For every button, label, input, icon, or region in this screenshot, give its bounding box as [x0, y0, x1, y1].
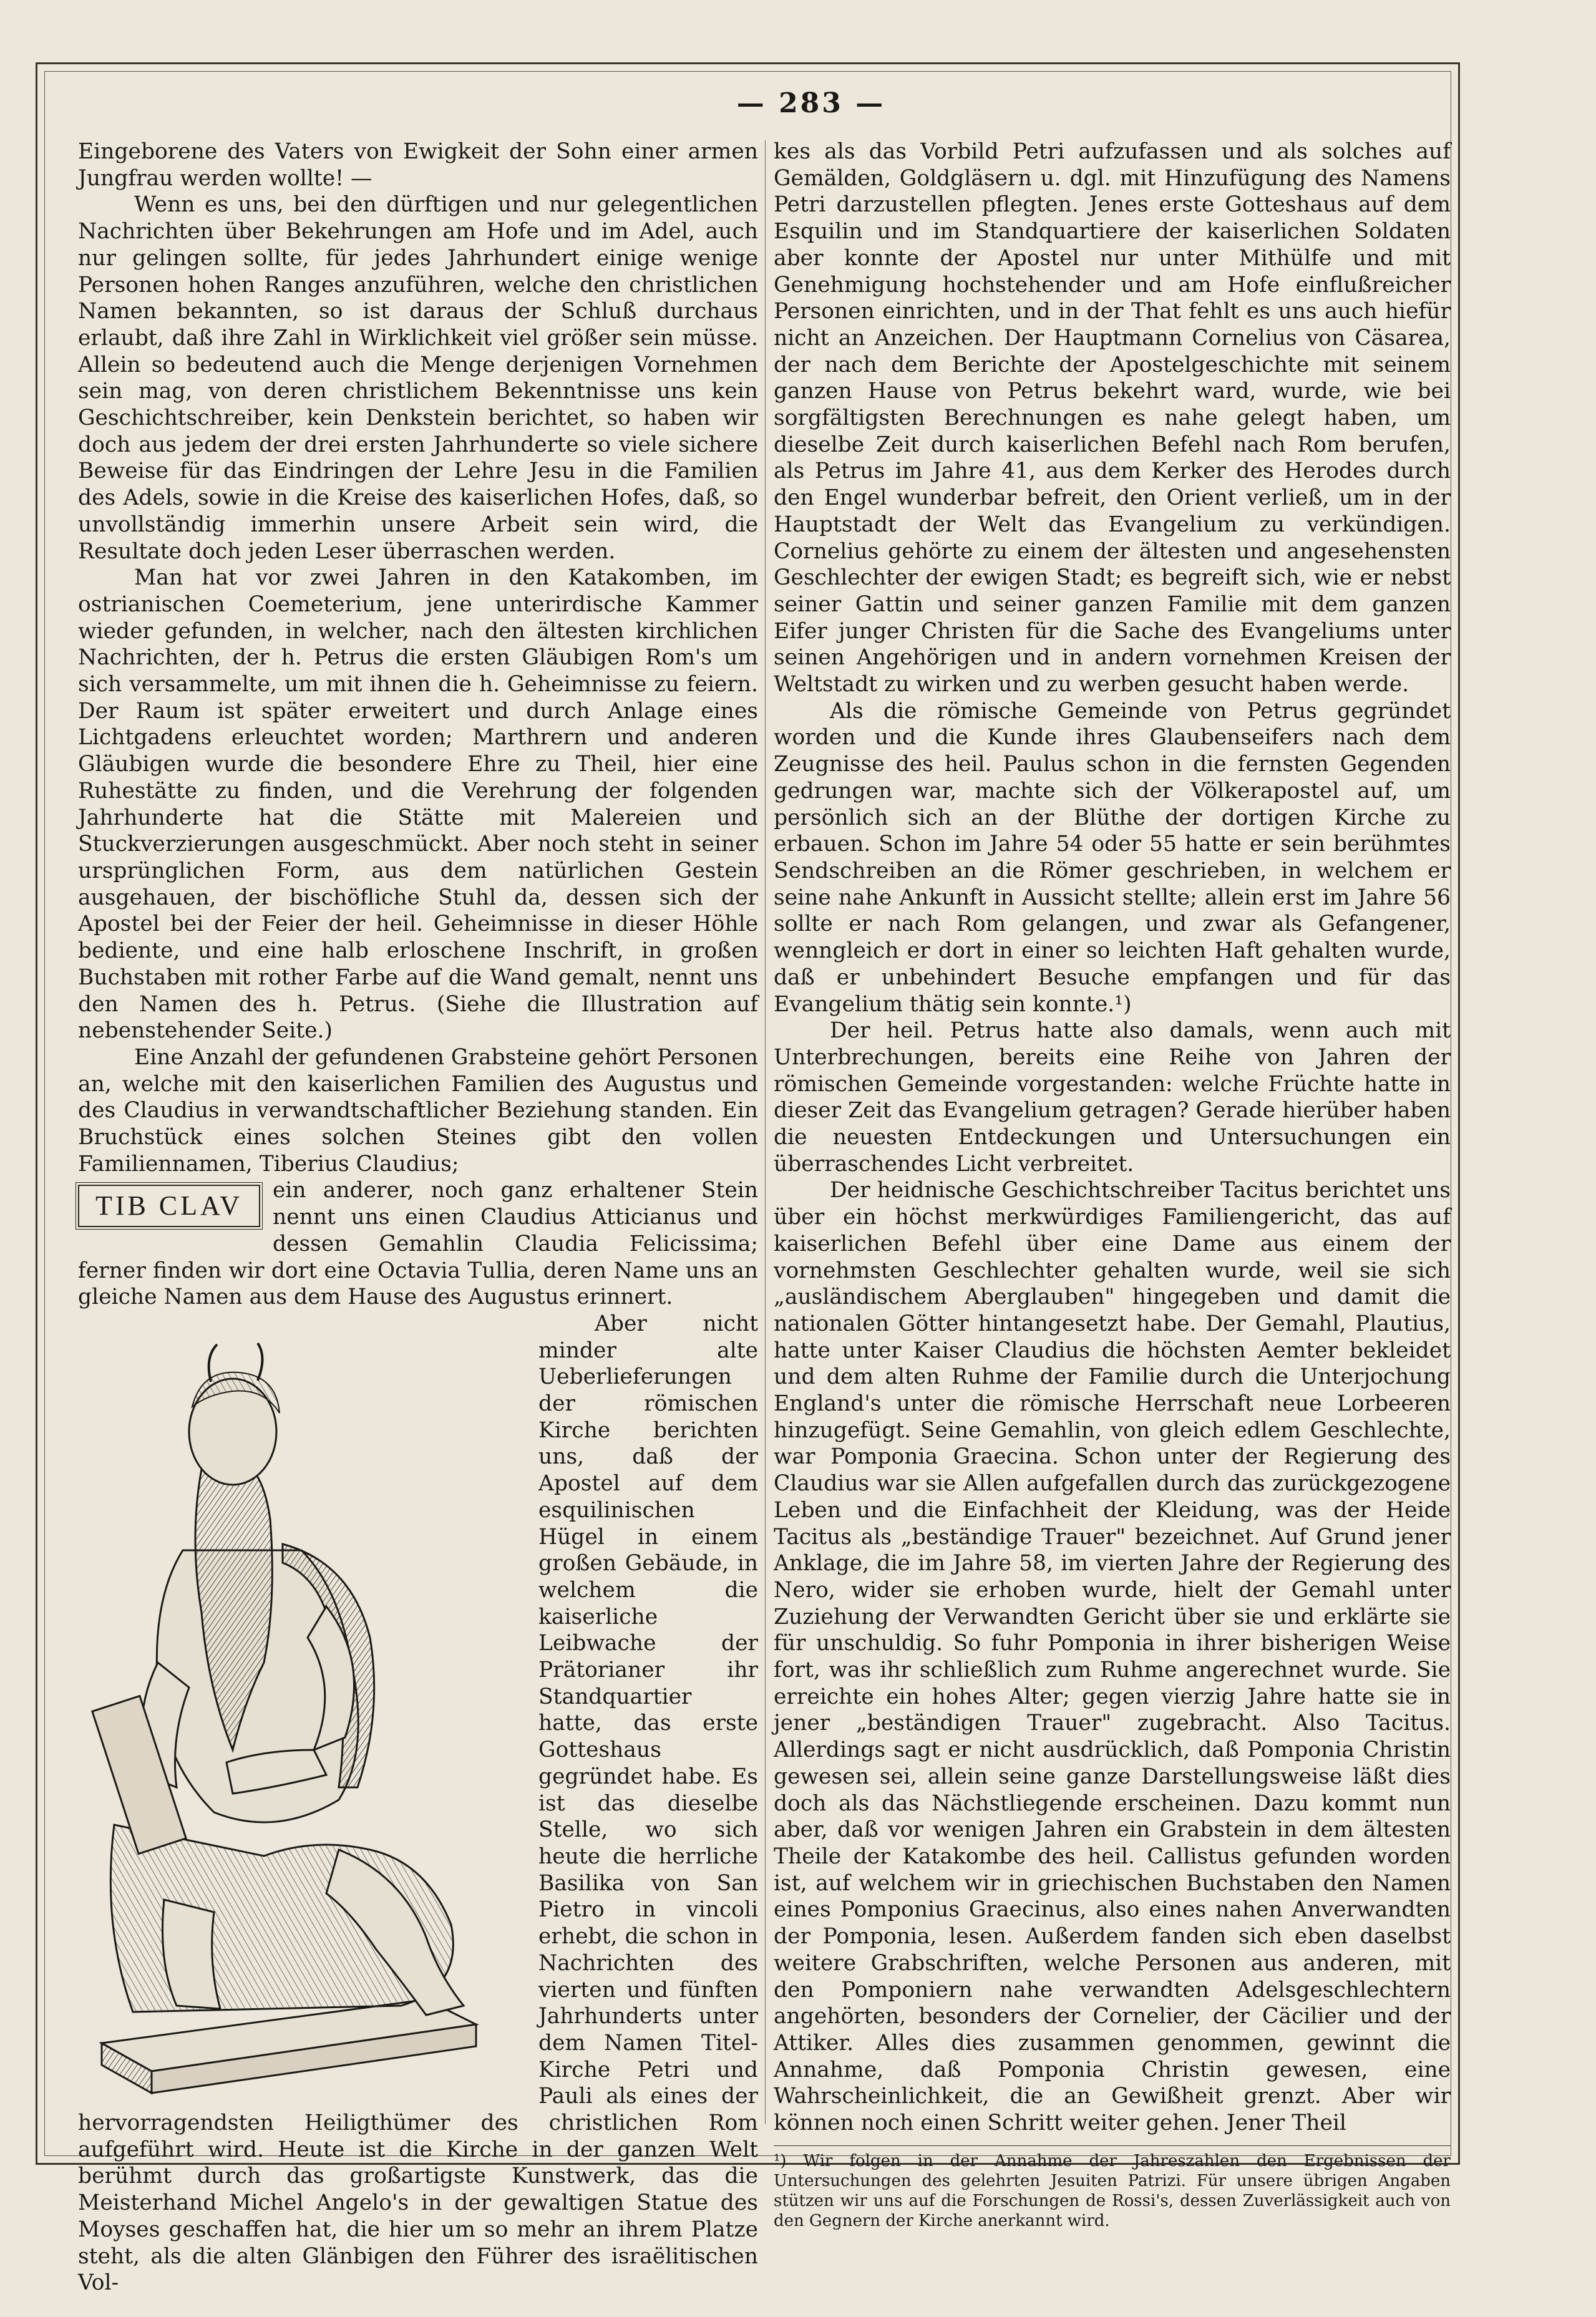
paragraph: Als die römische Gemeinde von Petrus gegründet worden und die Kunde ihres Glaubenseifers nach dem Zeugnisse des heil. Paulus schon in die fernsten Gegenden gedrungen war, machte sich der Völkerapostel auf, um persönlich sich an der Blüthe der dortigen Kirche zu erbauen. Schon im Jahre 54 oder 55 hatte er sein berühmtes Sendschreiben an die Römer geschrieben, in welchem er seine nahe Ankunft in Aussicht stellte; allein erst im Jahre 56 sollte er nach Rom gelangen, und zwar als Gefangener, wenngleich er dort in einer so leichten Haft gehalten wurde, daß er unbehindert Besuche empfangen und für das Evangelium thätig sein konnte.¹) — [774, 698, 1451, 1017]
paragraph: Eingeborene des Vaters von Ewigkeit der Sohn einer armen Jungfrau werden wollte! — — [78, 139, 758, 191]
footnote — [774, 2151, 1451, 2231]
column-divider — [765, 140, 766, 2124]
right-column — [774, 138, 1451, 2231]
paragraph: Wenn es uns, bei den dürftigen und nur gelegentlichen Nachrichten über Bekehrungen am Hofe und im Adel, auch nur gelingen sollte, für jedes Jahrhundert einige wenige Personen hohen Ranges anzuführen, welche den christlichen Namen bekannten, so ist daraus der Schluß durchaus erlaubt, daß ihre Zahl in Wirklichkeit viel größer sein müsse. Allein so bedeutend auch die Menge derjenigen Vornehmen sein mag, von deren christlichem Bekenntnisse uns kein Geschichtschreiber, kein Denkstein berichtet, so haben wir doch aus jedem der drei ersten Jahrhunderte so viele sichere Beweise für das Eindringen der Lehre Jesu in die Familien des Adels, sowie in die Kreise des kaiserlichen Hofes, daß, so unvollständig immerhin unsere Arbeit sein wird, die Resultate doch jeden Leser überraschen werden. — [78, 192, 758, 564]
page-number: — 283 — — [736, 87, 886, 119]
left-column — [78, 138, 758, 2296]
footnote-text: ¹) Wir folgen in der Annahme der Jahreszahlen den Ergebnissen der Untersuchungen des gelehrten Jesuiten Patrizi. Für unsere übrigen Angaben stützen wir uns auf die Forschungen de Rossi's, dessen Zuverlässigkeit auch von den Gegnern der Kirche anerkannt wird. — [774, 2151, 1451, 2230]
paragraph: Eine Anzahl der gefundenen Grabsteine gehört Personen an, welche mit den kaiserlichen Familien des Augustus und des Claudius in verwandtschaftlicher Beziehung standen. Ein Bruchstück eines solchen Steines gibt den vollen Familiennamen, Tiberius Claudius; — [78, 1044, 758, 1177]
paragraph — [78, 1311, 758, 2296]
paragraph — [78, 1177, 758, 1311]
inscription-tib-clav: TIB CLAV — [78, 1185, 260, 1227]
paragraph-text: Aber nicht minder alte Ueberlieferungen der römischen Kirche berichten uns, daß der Apostel auf dem esquilinischen Hügel in einem großen Gebäude, in welchem die kaiserliche Leibwache der Prätorianer ihr Standquartier hatte, das erste Gotteshaus gegründet habe. Es ist das dieselbe Stelle, wo sich heute die herrliche Basilika von San Pietro in vincoli erhebt, die schon in Nachrichten des vierten und fünften Jahrhunderts unter dem Namen Titel-Kirche Petri und Pauli als eines der hervorragendsten Heiligthümer des christlichen Rom aufgeführt wird. Heute ist die Kirche in der ganzen Welt berühmt durch das großartigste Kunstwerk, das die Meisterhand Michel Angelo's in der gewaltigen Statue des Moyses geschaffen hat, die hier um so mehr an ihrem Platze steht, als die alten Glänbigen den Führer des israëlitischen Vol- — [78, 1311, 758, 2296]
paragraph-continued: ein anderer, noch ganz erhaltener Stein nennt uns einen Claudius Atticianus und dessen Gemahlin Claudia Felicissima; ferner finden wir dort eine Octavia Tullia, deren Name uns an gleiche Namen aus dem Hause des Augustus erinnert. — [78, 1178, 758, 1310]
moses-statue-illustration — [77, 1313, 513, 2099]
paragraph: Der heidnische Geschichtschreiber Tacitus berichtet uns über ein höchst merkwürdiges Familiengericht, das auf kaiserlichen Befehl über eine Dame aus einem der vornehmsten Geschlechter gehalten wurde, weil sie sich „ausländischem Aberglauben" hingegeben und damit die nationalen Götter hintangesetzt habe. Der Gemahl, Plautius, hatte unter Kaiser Claudius die höchsten Aemter bekleidet und dem alten Ruhme der Familie durch die Unterjochung England's unter die römische Herrschaft neue Lorbeeren hinzugefügt. Seine Gemahlin, von gleich edlem Geschlechte, war Pomponia Graecina. Schon unter der Regierung des Claudius war sie Allen aufgefallen durch das zurückgezogene Leben und die Einfachheit der Kleidung, was der Heide Tacitus als „beständige Trauer" bezeichnet. Auf Grund jener Anklage, die im Jahre 58, im vierten Jahre der Regierung des Nero, wider sie erhoben wurde, hielt der Gemahl unter Zuziehung der Verwandten Gericht über sie und erklärte sie für unschuldig. So fuhr Pomponia in ihrer bisherigen Weise fort, was ihr schließlich zum Ruhme angerechnet wurde. Sie erreichte ein hohes Alter; gegen vierzig Jahre hatte sie in jener „beständigen Trauer" zugebracht. Also Tacitus. Allerdings sagt er nicht ausdrücklich, daß Pomponia Christin gewesen sei, allein seine ganze Darstellungsweise läßt dies doch als das Nächstliegende erscheinen. Dazu kommt nun aber, daß vor wenigen Jahren ein Grabstein in dem ältesten Theile der Katakombe des heil. Callistus gefunden worden ist, auf welchem wir in griechischen Buchstaben den Namen eines Pomponius Graecinus, also eines nahen Anverwandten der Pomponia, lesen. Außerdem fanden sich eben daselbst weitere Grabschriften, welche Personen aus anderen, mit den Pomponiern nahe verwandten Adelsgeschlechtern angehörten, besonders der Cornelier, der Cäcilier und der Attiker. Alles dies zusammen genommen, gewinnt die Annahme, daß Pomponia Christin gewesen, eine Wahrscheinlichkeit, die an Gewißheit grenzt. Aber wir können noch einen Schritt weiter gehen. Jener Theil — [774, 1178, 1451, 2136]
paragraph: Man hat vor zwei Jahren in den Katakomben, im ostrianischen Coemeterium, jene unterirdische Kammer wieder gefunden, in welcher, nach den ältesten kirchlichen Nachrichten, der h. Petrus die ersten Gläubigen Rom's um sich versammelte, um mit ihnen die h. Geheimnisse zu feiern. Der Raum ist später erweitert und durch Anlage eines Lichtgadens erleuchtet worden; Marthrern und anderen Gläubigen wurde die besondere Ehre zu Theil, hier eine Ruhestätte zu finden, und die Verehrung der folgenden Jahrhunderte hat die Stätte mit Malereien und Stuckverzierungen ausgeschmückt. Aber noch steht in seiner ursprünglichen Form, aus dem natürlichen Gestein ausgehauen, der bischöfliche Stuhl da, dessen sich der Apostel bei der Feier der heil. Geheimnisse in dieser Höhle bediente, und eine halb erloschene Inschrift, in großen Buchstaben mit rother Farbe auf die Wand gemalt, nennt uns den Namen des h. Petrus. (Siehe die Illustration auf nebenstehender Seite.) — [78, 565, 758, 1044]
paragraph: kes als das Vorbild Petri aufzufassen und als solches auf Gemälden, Goldgläsern u. dgl. mit Hinzufügung des Namens Petri darzustellen pflegten. Jenes erste Gotteshaus auf dem Esquilin und im Standquartiere der kaiserlichen Soldaten aber konnte der Apostel nur unter Mithülfe und mit Genehmigung hochstehender und am Hofe einflußreicher Personen einrichten, und in der That fehlt es uns auch hiefür nicht an Anzeichen. Der Hauptmann Cornelius von Cäsarea, der nach dem Berichte der Apostelgeschichte mit seinem ganzen Hause von Petrus bekehrt ward, wurde, wie bei sorgfältigsten Berechnungen es nahe gelegt haben, um dieselbe Zeit durch kaiserlichen Befehl nach Rom berufen, als Petrus im Jahre 41, aus dem Kerker des Herodes durch den Engel wunderbar befreit, den Orient verließ, um in der Hauptstadt der Welt das Evangelium zu verkündigen. Cornelius gehörte zu einem der ältesten und angesehensten Geschlechter der ewigen Stadt; es begreift sich, wie er nebst seiner Gattin und seiner ganzen Familie mit dem ganzen Eifer junger Christen für die Sache des Evangeliums unter seinen Angehörigen und in andern vornehmen Kreisen der Weltstadt zu wirken und zu werben gesucht haben werde. — [774, 139, 1451, 697]
footnote-rule — [774, 2145, 1451, 2146]
paragraph: Der heil. Petrus hatte also damals, wenn auch mit Unterbrechungen, bereits eine Reihe von Jahren der römischen Gemeinde vorgestanden: welche Früchte hatte in dieser Zeit das Evangelium getragen? Gerade hierüber haben die neuesten Entdeckungen und Untersuchungen ein überraschendes Licht verbreitet. — [774, 1018, 1451, 1177]
